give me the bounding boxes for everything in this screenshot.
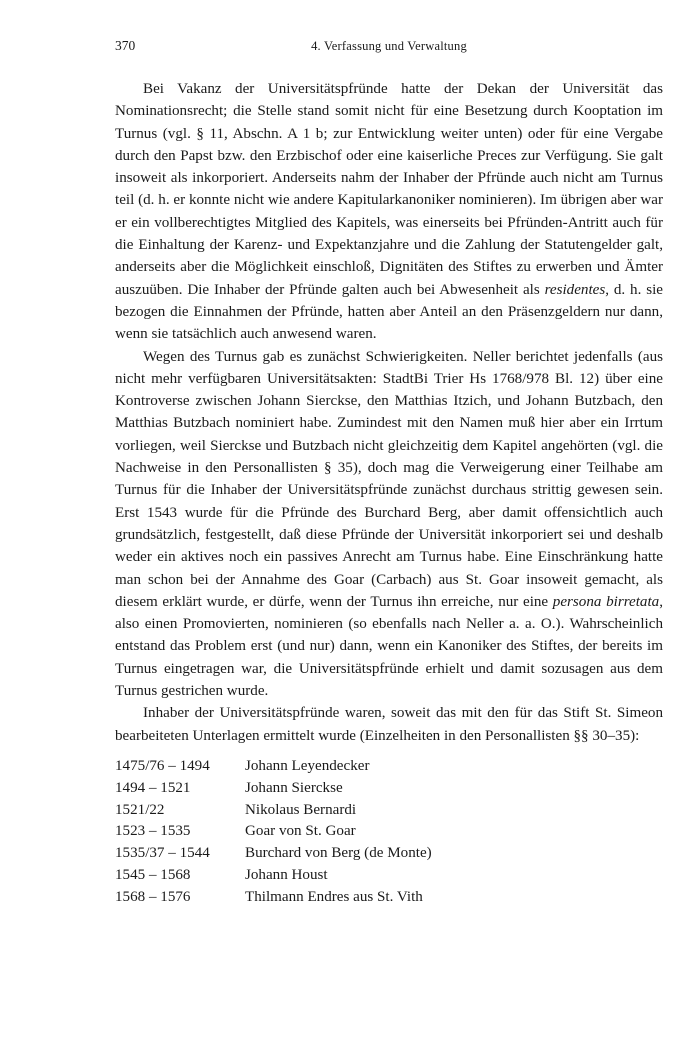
holder-name: Johann Sierckse xyxy=(245,779,343,796)
list-item xyxy=(115,756,663,778)
page-number: 370 xyxy=(115,38,136,53)
text-span: Inhaber der Universitätspfründe waren, soweit das mit den für das Stift St. Simeon bearbeiteten Unterlagen ermittelt wurde (Einzelheiten in den Personallisten §§ 30–35): xyxy=(115,705,663,744)
list-item xyxy=(115,843,663,865)
list-item xyxy=(115,778,663,800)
italic-term-persona-birretata: persona birretata xyxy=(552,593,660,610)
holders-list xyxy=(115,756,663,909)
text-span: , also einen Promovierten, nominieren (so ebenfalls nach Neller a. a. O.). Wahrscheinlich entstand das Problem erst (und nur) dann, wenn ein Kanoniker des Stiftes, der bereits im Turnus eingetragen war, die Universitätspfründe erhielt und damit sozusagen aus dem Turnus gestrichen wurde. xyxy=(115,593,663,700)
text-span: Wegen des Turnus gab es zunächst Schwierigkeiten. Neller berichtet jedenfalls (aus nicht mehr verfügbaren Universitätsakten: StadtBi Trier Hs 1768/978 Bl. 12) über eine Kontroverse zwischen Johann Sierckse, den Matthias Itzich, und Johann Butzbach, den Matthias Butzbach nominiert habe. Zumindest mit den Namen muß hier aber ein Irrtum vorliegen, weil Sierckse und Butzbach nicht gleichzeitig dem Kapitel angehörten (vgl. die Nachweise in den Personallisten § 35), doch mag die Verweigerung einer Teilhabe am Turnus für die Inhaber der Universitätspfründe zunächst durchaus strittig gewesen sein. Erst 1543 wurde für die Pfründe des Burchard Berg, aber damit offensichtlich auch grundsätzlich, festgestellt, daß diese Pfründe der Universität inkorporiert sei und deshalb weder ein aktives noch ein passives Anrecht am Turnus habe. Eine Einschränkung hatte man schon bei der Annahme des Goar (Carbach) aus St. Goar insoweit gemacht, als diesem erklärt wurde, er dürfe, wenn der Turnus ihn erreiche, nur eine xyxy=(115,348,663,610)
holder-name: Nikolaus Bernardi xyxy=(245,801,357,818)
list-item xyxy=(115,865,663,887)
holder-years: 1545 – 1568 xyxy=(115,866,191,883)
list-item xyxy=(115,887,663,909)
body-text xyxy=(115,78,663,747)
holder-years: 1475/76 – 1494 xyxy=(115,757,210,774)
holder-name: Johann Leyendecker xyxy=(245,757,370,774)
book-page xyxy=(115,38,663,908)
paragraph-3 xyxy=(115,702,663,747)
paragraph-1 xyxy=(115,78,663,346)
holder-years: 1521/22 xyxy=(115,801,165,818)
holder-name: Burchard von Berg (de Monte) xyxy=(245,845,432,862)
holder-years: 1568 – 1576 xyxy=(115,888,191,905)
holder-years: 1535/37 – 1544 xyxy=(115,845,210,862)
holder-years: 1523 – 1535 xyxy=(115,823,191,840)
italic-term-residentes: residentes xyxy=(544,281,606,298)
page-header xyxy=(115,38,663,58)
holder-name: Thilmann Endres aus St. Vith xyxy=(245,888,423,905)
holder-years: 1494 – 1521 xyxy=(115,779,191,796)
list-item xyxy=(115,821,663,843)
holder-name: Goar von St. Goar xyxy=(245,823,356,840)
text-span: Bei Vakanz der Universitätspfründe hatte der Dekan der Universität das Nominationsrecht; die Stelle stand somit nicht für eine Besetzung durch Kooptation im Turnus (vgl. § 11, Abschn. A 1 b; zur Entwicklung weiter unten) oder für eine Vergabe durch den Papst bzw. den Erzbischof oder eine kaiserliche Preces zur Verfügung. Sie galt insoweit als inkorporiert. Anderseits nahm der Inhaber der Pfründe auch nicht am Turnus teil (d. h. er konnte nicht wie andere Kapitularkanoniker nominieren). Im übrigen aber war er ein vollberechtigtes Mitglied des Kapitels, was einerseits bei Pfründen-Antritt auch für die Einhaltung der Karenz- und Expektanzjahre und die Zahlung der Statutengelder galt, anderseits aber die Möglichkeit einschloß, Dignitäten des Stiftes zu erwerben und Ämter auszuüben. Die Inhaber der Pfründe galten auch bei Abwesenheit als xyxy=(115,81,663,298)
running-head: 4. Verfassung und Verwaltung xyxy=(311,39,467,53)
holder-name: Johann Houst xyxy=(245,866,328,883)
paragraph-2 xyxy=(115,346,663,703)
text-span: , d. h. sie bezogen die Einnahmen der Pfründe, hatten aber Anteil an den Präsenzgeldern nur dann, wenn sie tatsächlich auch anwesend waren. xyxy=(115,281,663,343)
list-item xyxy=(115,800,663,822)
